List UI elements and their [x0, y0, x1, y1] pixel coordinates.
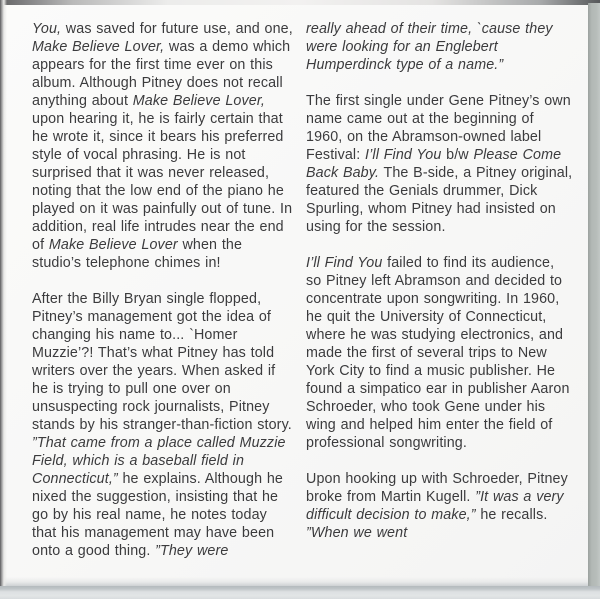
- paragraph: [306, 470, 573, 542]
- text-run: Upon hooking up with Schroeder, Pitney broke from Martin Kugell.: [306, 471, 568, 505]
- text-column-left: [32, 20, 293, 560]
- italic-text-run: ”They were: [155, 543, 229, 559]
- italic-text-run: I’ll Find You: [365, 147, 442, 163]
- italic-text-run: Please Come Back Baby.: [306, 147, 562, 181]
- paragraph: [32, 290, 293, 560]
- paragraph: [306, 254, 573, 452]
- italic-text-run: Make Believe Lover,: [32, 39, 165, 55]
- italic-text-run: Make Believe Lover,: [132, 93, 266, 109]
- text-run: b/w: [441, 147, 474, 163]
- text-column-right: [306, 20, 573, 542]
- paragraph: [306, 20, 573, 74]
- text-run: After the Billy Bryan single flopped, Pitney’s management got the idea of changing his name to... `Homer Muzzie’?! That’s what Pitney has told writers over the years. When asked if he is trying to pull one over on unsuspecting rock journalists, Pitney stands by his stranger-than-fiction story.: [32, 291, 292, 433]
- text-run: was saved for future use, and one,: [61, 21, 293, 37]
- italic-text-run: Make Believe Lover: [48, 237, 178, 253]
- text-run: he explains. Although he nixed the suggestion, insisting that he go by his real name, he notes today that his management may have been onto a good thing.: [32, 471, 283, 559]
- text-run: when the studio’s telephone chimes in!: [32, 237, 243, 271]
- paragraph: [306, 92, 573, 236]
- text-run: he recalls.: [475, 507, 548, 523]
- scan-edge-right: [588, 3, 600, 599]
- italic-text-run: I’ll Find You: [306, 255, 383, 271]
- italic-text-run: ”That came from a place called Muzzie Field, which is a baseball field in Connecticut,”: [32, 435, 286, 487]
- italic-text-run: You,: [32, 21, 62, 37]
- text-run: failed to find its audience, so Pitney left Abramson and decided to concentrate upon songwriting. In 1960, he quit the University of Connecticut, where he was studying electronics, and made the first of several trips to New York City to find a music publisher. He found a simpatico ear in publisher Aaron Schroeder, who took Gene under his wing and helped him enter the field of professional songwriting.: [306, 255, 570, 451]
- text-run: was a demo which appears for the first time ever on this album. Although Pitney does not recall anything about: [32, 39, 291, 109]
- scan-shadow-bottom: [0, 577, 600, 586]
- scan-edge-top: [0, 0, 600, 5]
- paragraph: [32, 20, 293, 272]
- scan-edge-left: [0, 0, 7, 599]
- scan-edge-bottom: [0, 586, 600, 599]
- text-run: upon hearing it, he is fairly certain that he wrote it, since it bears his preferred style of vocal phrasing. He is not surprised that it was never released, noting that the low end of the piano he played on it was painfully out of tune. In addition, real life intrudes near the end of: [32, 111, 293, 253]
- italic-text-run: really ahead of their time, `cause they were looking for an Englebert Humperdinck type of a name.”: [306, 21, 553, 73]
- text-run: The first single under Gene Pitney’s own name came out at the beginning of 1960, on the Abramson-owned label Festival:: [306, 93, 571, 163]
- text-run: The B-side, a Pitney original, featured the Genials drummer, Dick Spurling, whom Pitney had insisted on using for the session.: [306, 165, 573, 235]
- italic-text-run: ”It was a very difficult decision to make,”: [306, 489, 564, 523]
- italic-text-run: ”When we went: [306, 525, 408, 541]
